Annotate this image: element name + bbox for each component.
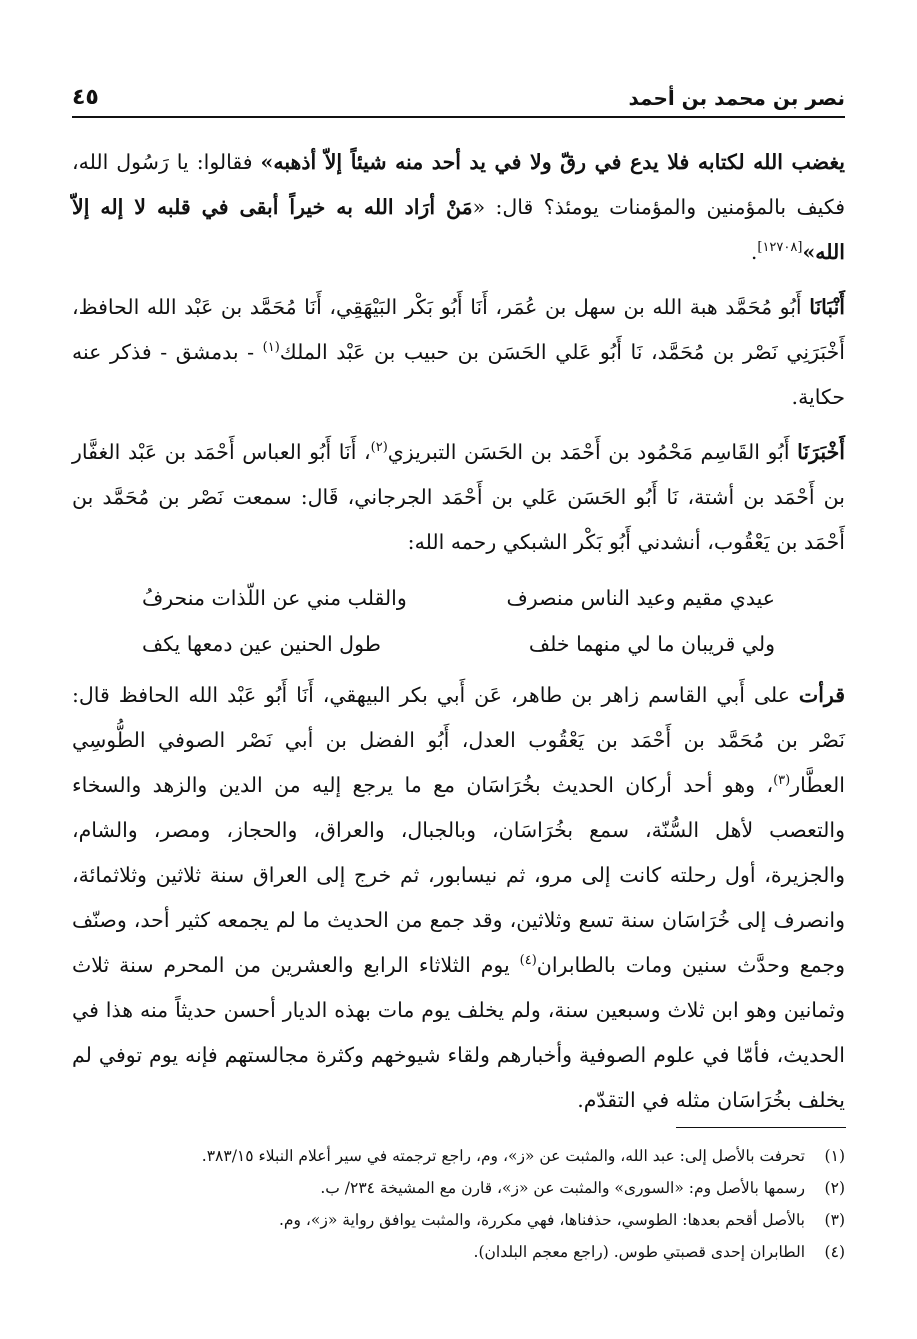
footnote-number: (١): [824, 1147, 845, 1165]
footnote-ref: (٢): [370, 440, 388, 456]
footnote-number: (٣): [824, 1211, 845, 1229]
hadith-number: [١٢٧٠٨]: [757, 240, 803, 256]
paragraph-text: فقالوا: يا رَسُول الله، فكيف بالمؤمنين والمؤمنات يومئذ؟ قال: «: [72, 150, 845, 219]
paragraph-text: أَبُو مُحَمَّد هبة الله بن سهل بن عُمَر، أَنَا أَبُو بَكْر البَيْهَقِي، أَنَا مُحَمَّد بن عَبْد الله الحافظ، أَخْبَرَنِي نَصْر بن مُحَمَّد، نَا أَبُو عَلي الحَسَن بن حبيب بن عَبْد الملك: [72, 295, 845, 364]
footnote-ref: (٤): [519, 953, 537, 969]
footnote-rule: [676, 1127, 846, 1128]
footnote-text: بالأصل أقحم بعدها: الطوسي، حذفناها، فهي مكررة، والمثبت يوافق رواية «ز»، وم.: [278, 1211, 805, 1229]
poem-line: [142, 575, 775, 621]
poem-hemistich: طول الحنين عين دمعها يكف: [142, 632, 381, 656]
footnote-ref: (١): [262, 340, 280, 356]
footnote: [160, 1140, 845, 1172]
footnote: [160, 1172, 845, 1204]
hadith-text: مَنْ أرَاد الله به خيراً أبقى في قلبه لا إله إلاّ الله»: [72, 195, 845, 264]
paragraph-text: على أَبي القاسم زاهر بن طاهر، عَن أَبي بكر البيهقي، أَنَا أَبُو عَبْد الله الحافظ قال: نَصْر بن مُحَمَّد بن أَحْمَد بن يَعْقُوب العدل، أَبُو الفضل بن أبي نَصْر الصوفي الطُّوسِي العطَّار: [72, 683, 845, 797]
poem-line: [142, 621, 775, 667]
paragraph-text: .: [750, 240, 758, 264]
paragraph-2: [72, 285, 845, 420]
paragraph-3: [72, 430, 845, 565]
footnotes: [160, 1140, 845, 1268]
footnote-number: (٤): [824, 1243, 845, 1261]
page-number: ٤٥: [72, 85, 99, 110]
paragraph-1: [72, 140, 845, 275]
main-text: [72, 140, 845, 1133]
paragraph-text: ، أَنَا أَبُو العباس أَحْمَد بن عَبْد الغفَّار بن أَحْمَد بن أشتة، نَا أَبُو الحَسَن عَلي بن أَحْمَد الجرجاني، قَال: سمعت نَصْر بن مُحَمَّد بن أَحْمَد بن يَعْقُوب، أنشدني أَبُو بَكْر الشبكي رحمه الله:: [72, 440, 845, 554]
footnote-text: تحرفت بالأصل إلى: عبد الله، والمثبت عن «ز»، وم، راجع ترجمته في سير أعلام النبلاء ٣٨٣/١٥.: [201, 1147, 805, 1165]
paragraph-text: ، وهو أحد أركان الحديث بخُرَاسَان مع ما يرجع إليه من الدين والزهد والسخاء والتعصب لأهل السُّنّة، سمع بخُرَاسَان، وبالجبال، والعراق، والحجاز، ومصر، والشام، والجزيرة، أول رحلته كانت إلى مرو، ثم نيسابور، ثم خرج إلى العراق سنة ثلاثين وثلاثمائة، وانصرف إلى خُرَاسَان سنة تسع وثلاثين، وقد جمع من الحديث ما لم يجمعه كثير أحد، وصنّف وجمع وحدَّث سنين ومات بالطابران: [72, 773, 845, 977]
poem-hemistich: والقلب مني عن اللّذات منحرفُ: [142, 586, 407, 610]
poem: [142, 575, 775, 667]
footnote-number: (٢): [824, 1179, 845, 1197]
poem-hemistich: عيدي مقيم وعيد الناس منصرف: [506, 586, 775, 610]
page-header: [72, 70, 845, 110]
poem-hemistich: ولي قريبان ما لي منهما خلف: [528, 632, 775, 656]
paragraph-text: - بدمشق - فذكر عنه حكاية.: [72, 340, 845, 409]
paragraph-4: [72, 673, 845, 1123]
isnad-keyword: أَنْبَانَا: [809, 295, 845, 319]
hadith-text: يغضب الله لكتابه فلا يدع في رقّ ولا في يد أحد منه شيئاً إلاّ أذهبه»: [260, 150, 845, 174]
footnote-text: رسمها بالأصل وم: «السورى» والمثبت عن «ز»، قارن مع المشيخة ٢٣٤/ ب.: [320, 1179, 805, 1197]
footnote-text: الطابران إحدى قصبتي طوس. (راجع معجم البلدان).: [473, 1243, 805, 1261]
footnote: [160, 1204, 845, 1236]
footnote-ref: (٣): [773, 773, 791, 789]
running-title: نصر بن محمد بن أحمد: [628, 86, 845, 110]
isnad-keyword: قرأت: [798, 683, 845, 707]
paragraph-text: يوم الثلاثاء الرابع والعشرين من المحرم سنة ثلاث وثمانين وهو ابن ثلاث وسبعين سنة، ولم يخلف يوم مات بهذه الديار أحسن حديثاً منه هذا في الحديث، فأمّا في علوم الصوفية وأخبارهم ولقاء شيوخهم وكثرة مجالستهم فإنه يوم توفي لم يخلف بخُرَاسَان مثله في التقدّم.: [72, 953, 845, 1112]
paragraph-text: أَبُو القَاسِم مَحْمُود بن أَحْمَد بن الحَسَن التبريزي: [387, 440, 798, 464]
header-rule: [72, 116, 845, 118]
isnad-keyword: أَخْبَرَنَا: [797, 440, 845, 464]
footnote: [160, 1236, 845, 1268]
